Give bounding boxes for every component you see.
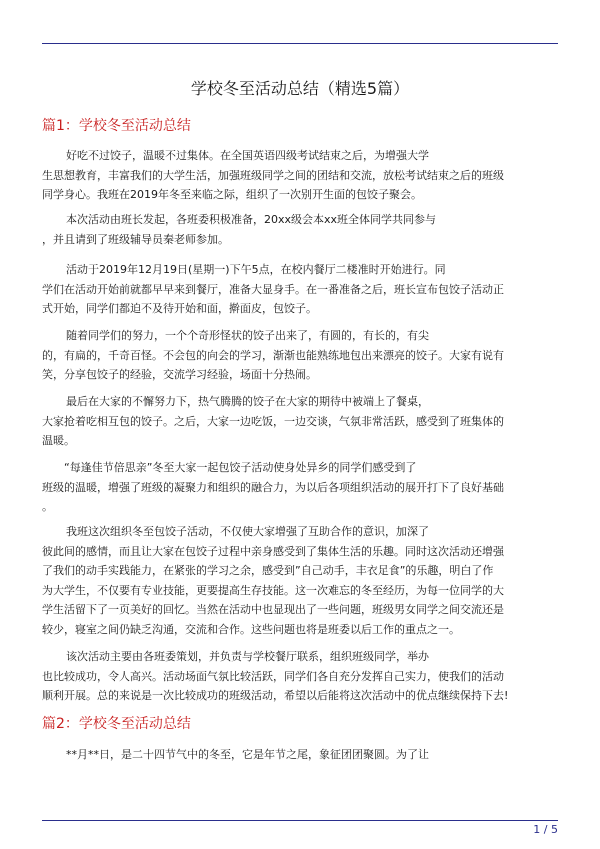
paragraph-line: 。 xyxy=(42,500,53,513)
header-rule xyxy=(42,43,558,44)
section-heading-2: 篇2：学校冬至活动总结 xyxy=(42,716,191,732)
paragraph-3 xyxy=(42,260,562,319)
paragraph-line: 顺利开展。总的来说是一次比较成功的班级活动，希望以后能将这次活动中的优点继续保持下去! xyxy=(42,689,509,702)
paragraph-2 xyxy=(42,210,562,249)
paragraph-line: 了我们的动手实践能力，在紧张的学习之余，感受到”自己动手，丰衣足食”的乐趣，明白了作 xyxy=(42,564,494,577)
paragraph-line: 活动于2019年12月19日(星期一)下午5点，在校内餐厅二楼准时开始进行。同 xyxy=(66,263,446,276)
paragraph-line: 班级的温暖，增强了班级的凝聚力和组织的融合力，为以后各项组织活动的展开打下了良好基础 xyxy=(42,480,504,494)
paragraph-line: 好吃不过饺子，温暖不过集体。在全国英语四级考试结束之后，为增强大学 xyxy=(66,149,429,162)
paragraph-line: 彼此间的感情，而且让大家在包饺子过程中亲身感受到了集体生活的乐趣。同时这次活动还增强 xyxy=(42,544,504,558)
paragraph-8 xyxy=(42,647,562,706)
paragraph-7 xyxy=(42,522,562,639)
paragraph-line: “每逢佳节倍思亲”冬至大家一起包饺子活动使身处异乡的同学们感受到了 xyxy=(64,461,417,474)
paragraph-line: 该次活动主要由各班委策划，并负责与学校餐厅联系，组织班级同学，举办 xyxy=(66,650,429,663)
paragraph-line: 也比较成功，令人高兴。活动场面气氛比较活跃，同学们各自充分发挥自己实力，使我们的活动 xyxy=(42,669,504,683)
paragraph-line: 笑，分享包饺子的经验，交流学习经验，场面十分热闹。 xyxy=(42,368,317,381)
paragraph-6 xyxy=(42,458,562,517)
paragraph-line: 学们在活动开始前就都早早来到餐厅，准备大显身手。在一番准备之后，班长宣布包饺子活动正 xyxy=(42,282,504,296)
page-number: 1 / 5 xyxy=(533,823,558,836)
paragraph-line: 为大学生，不仅要有专业技能，更要提高生存技能。这一次难忘的冬至经历，为每一位同学的大 xyxy=(42,583,504,597)
paragraph-line: **月**日，是二十四节气中的冬至，它是年节之尾，象征团团聚圆。为了让 xyxy=(66,748,429,761)
paragraph-line: 我班这次组织冬至包饺子活动，不仅使大家增强了互助合作的意识，加深了 xyxy=(66,525,429,538)
paragraph-line: 生思想教育，丰富我们的大学生活，加强班级同学之间的团结和交流，放松考试结束之后的班级 xyxy=(42,168,504,182)
paragraph-4 xyxy=(42,326,562,385)
paragraph-1 xyxy=(42,146,562,205)
paragraph-5 xyxy=(42,392,562,451)
paragraph-line: 随着同学们的努力，一个个奇形怪状的饺子出来了，有圆的，有长的，有尖 xyxy=(66,329,429,342)
paragraph-line: 学生活留下了一页美好的回忆。当然在活动中也显现出了一些问题，班级男女同学之间交流还是 xyxy=(42,603,504,616)
section-heading-1: 篇1：学校冬至活动总结 xyxy=(42,118,191,134)
footer-rule xyxy=(42,820,558,821)
paragraph-line: 较少，寝室之间仍缺乏沟通，交流和合作。这些问题也将是班委以后工作的重点之一。 xyxy=(42,622,460,636)
paragraph-line: 本次活动由班长发起，各班委积极准备，20xx级会本xx班全体同学共同参与 xyxy=(66,213,437,226)
paragraph-line: 同学身心。我班在2019年冬至来临之际，组织了一次别开生面的包饺子聚会。 xyxy=(42,188,422,201)
paragraph-line: ，并且请到了班级辅导员秦老师参加。 xyxy=(42,232,229,246)
paragraph-line: 的，有扁的，千奇百怪。不会包的向会的学习，渐渐也能熟练地包出来漂亮的饺子。大家有说有 xyxy=(42,348,504,362)
paragraph-line: 式开始，同学们都迫不及待开始和面，擀面皮，包饺子。 xyxy=(42,302,317,315)
document-title: 学校冬至活动总结（精选5篇） xyxy=(190,79,410,98)
paragraph-line: 最后在大家的不懈努力下，热气腾腾的饺子在大家的期待中被端上了餐桌， xyxy=(66,395,429,408)
paragraph-9 xyxy=(42,745,562,765)
paragraph-line: 大家抢着吃相互包的饺子。之后，大家一边吃饭，一边交谈，气氛非常活跃，感受到了班集体的 xyxy=(42,414,504,428)
paragraph-line: 温暖。 xyxy=(42,434,75,447)
